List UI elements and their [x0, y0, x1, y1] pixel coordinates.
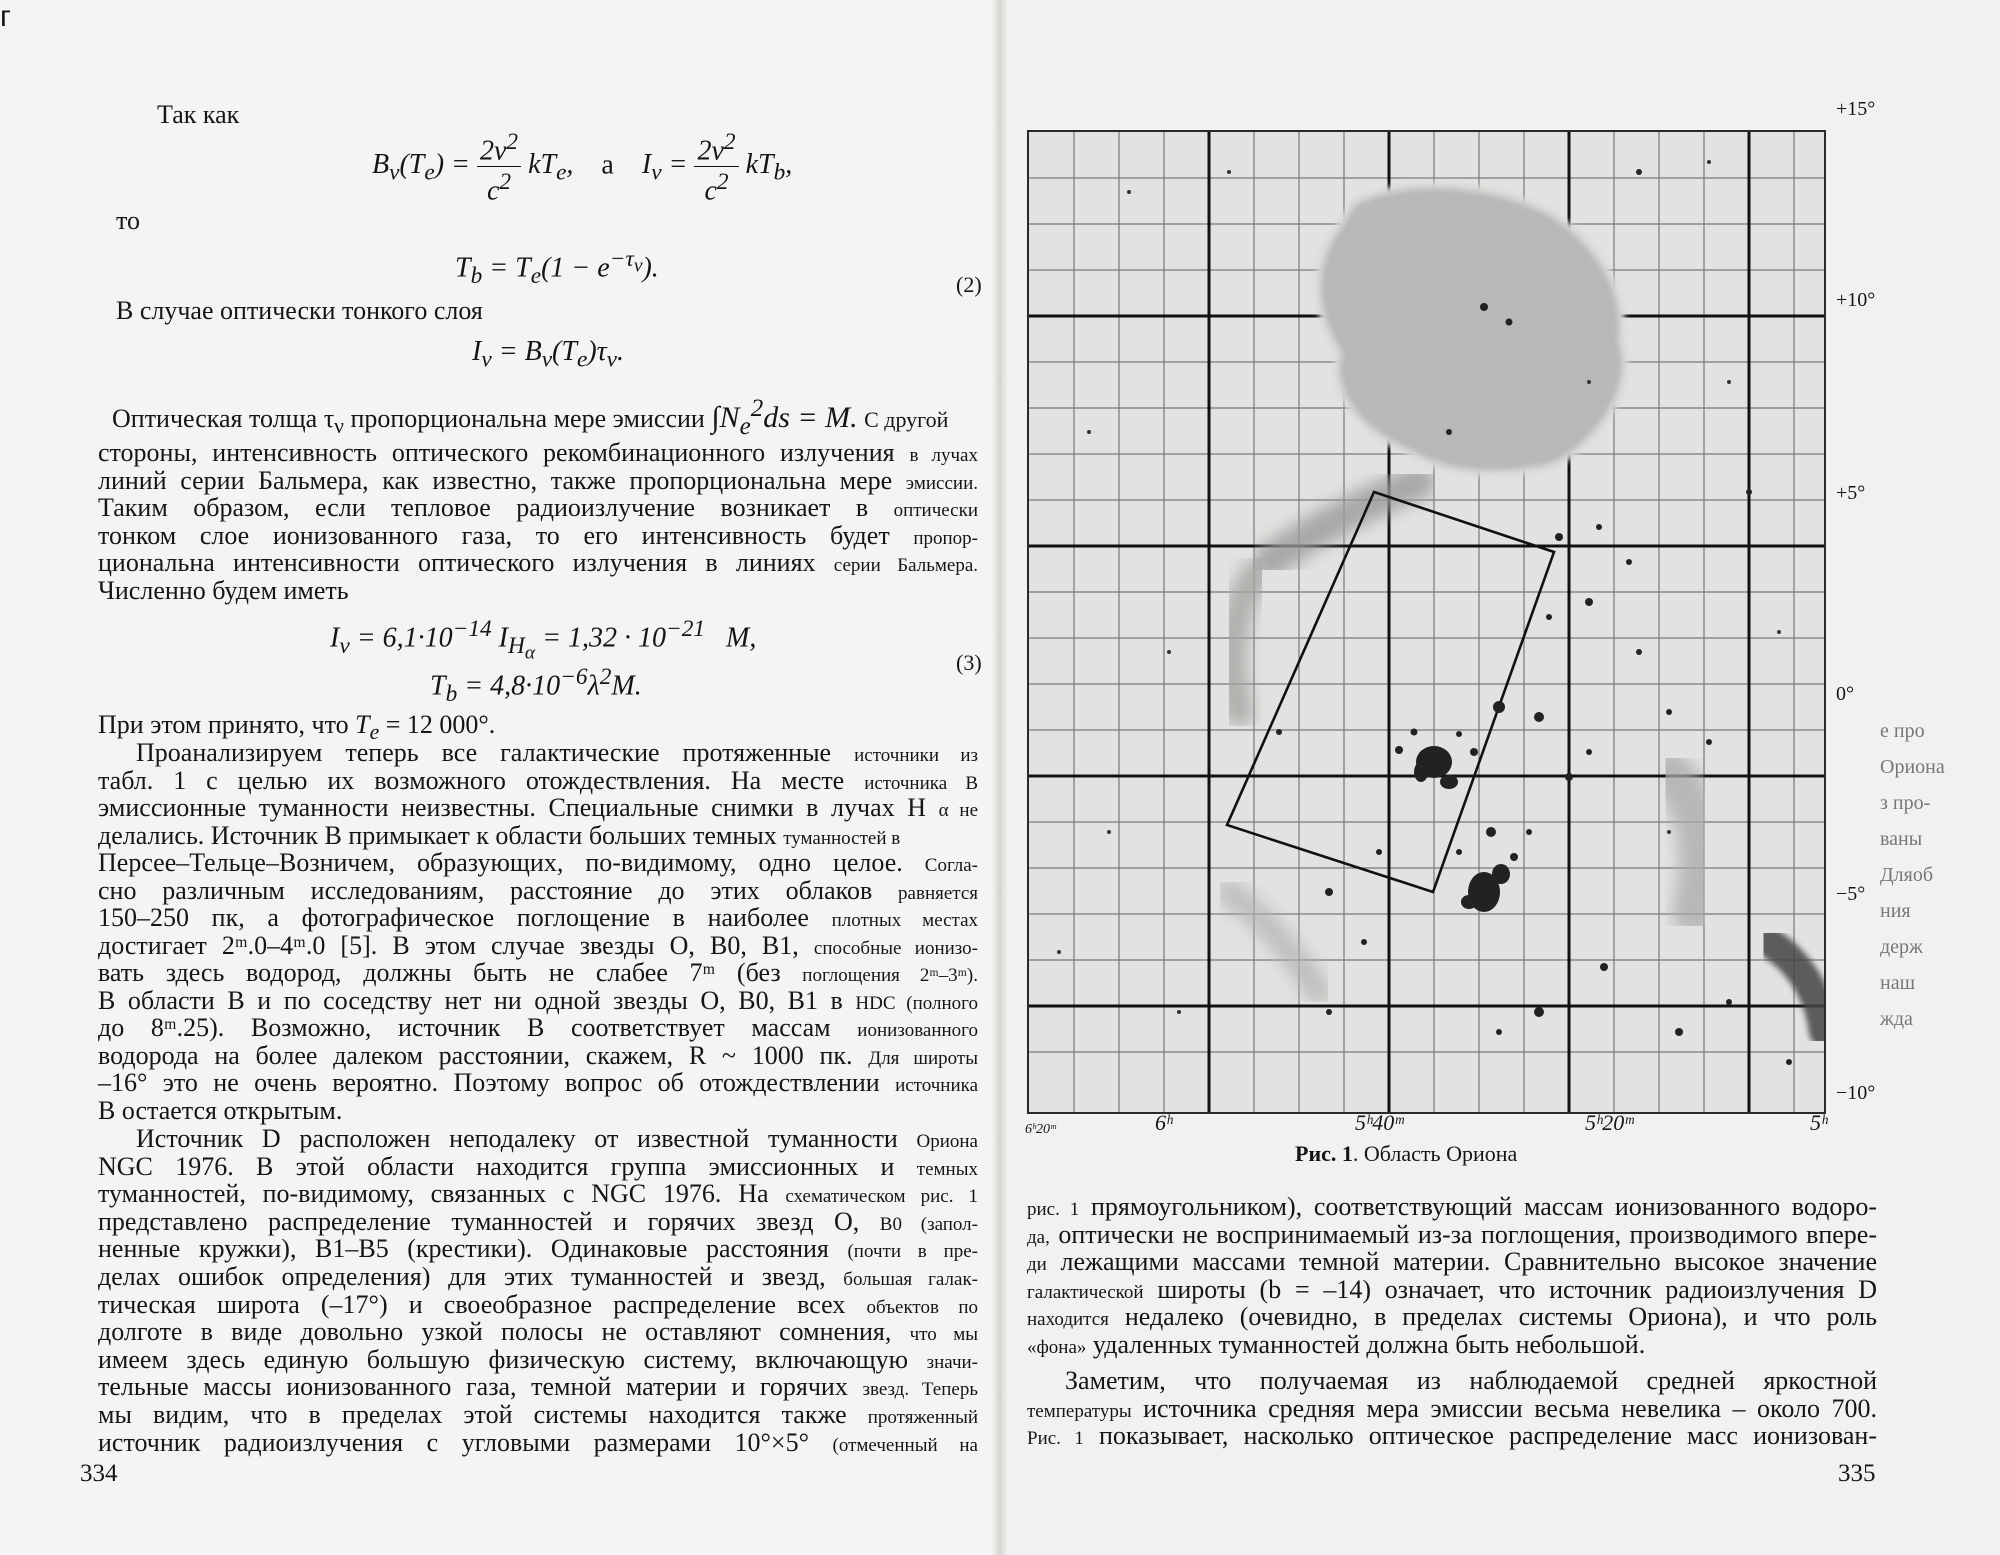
- right-text-line-1: рис. 1 прямоугольником), соответствующий массам ионизованного водоро-: [1027, 1192, 1878, 1221]
- thin-layer-text: В случае оптически тонкого слоя: [116, 296, 483, 325]
- source-d-line-12: источник радиоизлучения с угловыми размерами 10°×5° (отмеченный на: [98, 1427, 978, 1457]
- equation-2: $T_b = T_e(1 - e^{-\tau_\nu})$.: [455, 246, 659, 289]
- source-b-line-8: достигает 2ᵐ.0–4ᵐ.0 [5]. В этом случае звезды O, B0, B1, способные ионизо-: [98, 930, 979, 960]
- right-text-line-6: «фона» удаленных туманностей должна быть небольшой.: [1027, 1330, 1646, 1359]
- source-b-line-13: –16° это не очень вероятно. Поэтому вопрос об отождествлении источника: [98, 1068, 979, 1097]
- ra-label-1: 6ʰ20ᵐ: [1025, 1122, 1056, 1137]
- source-d-line-1: Источник D расположен неподалеку от известной туманности Ориона: [136, 1124, 978, 1153]
- equation-1-conjunction: а: [601, 149, 614, 181]
- source-b-line-10: В области B и по соседству нет ни одной звезды O, B0, B1 в HDC (полного: [98, 985, 979, 1015]
- latitude-label-3: +5°: [1836, 482, 1866, 504]
- right-text-line-b-1: Заметим, что получаемая из наблюдаемой средней яркостной: [1065, 1366, 1877, 1395]
- source-b-line-7: 150–250 пк, а фотографическое поглощение в наиболее плотных местах: [98, 903, 978, 932]
- source-b-line-4: делались. Источник B примыкает к области больших темных туманностей в: [98, 820, 901, 850]
- source-d-line-5: ненные кружки), B1–B5 (крестики). Одинаковые расстояния (почти в пре-: [98, 1234, 978, 1264]
- intro-text: Так как: [157, 100, 240, 129]
- left-text-line-4: тонком слое ионизованного газа, то его интенсивность будет пропор-: [98, 520, 979, 550]
- right-text-line-5: находится недалеко (очевидно, в пределах системы Ориона), и что роль: [1027, 1302, 1878, 1332]
- ra-label-4: 5ʰ20ᵐ: [1585, 1110, 1634, 1135]
- source-d-line-11: мы видим, что в пределах этой системы находится также протяженный: [98, 1400, 979, 1429]
- edge-scrap-7: держ: [1880, 936, 1923, 958]
- emission-measure-formula: $\int N_e^2ds = M$.: [711, 395, 858, 440]
- source-d-line-3: туманностей, по-видимому, связанных с NGC 1976. На схематическом рис. 1: [98, 1179, 978, 1209]
- equation-1: $B_\nu(T_e)$ = $\frac{2\nu^2}{c^2}$ $kT_e$, а $I_\nu$ = $\frac{2\nu^2}{c^2}$ $kT_b$,: [372, 129, 793, 207]
- ra-label-3: 5ʰ40ᵐ: [1355, 1110, 1404, 1135]
- orion-map: [1029, 132, 1824, 1112]
- assumed-line: При этом принято, что $T_e = 12$ 000°.: [98, 710, 496, 745]
- left-text-line-5: циональна интенсивности оптического излучения в линиях серии Бальмера.: [98, 548, 979, 577]
- ra-label-5: 5ʰ: [1810, 1110, 1828, 1135]
- source-b-line-3: эмиссионные туманности неизвестны. Специальные снимки в лучах H α не: [98, 793, 979, 822]
- book-gutter: [992, 0, 1008, 1555]
- source-d-line-7: тическая широта (–17°) и своеобразное распределение всех объектов по: [98, 1289, 979, 1319]
- source-b-line-9: вать здесь водород, должны быть не слабее 7ᵐ (без поглощения 2ᵐ–3ᵐ).: [98, 958, 978, 987]
- source-b-line-5: Персее–Тельце–Возничем, образующих, по-видимому, одно целое. Согла-: [98, 848, 979, 877]
- latitude-label-6: −10°: [1836, 1082, 1876, 1104]
- edge-scrap-6: ния: [1880, 900, 1911, 922]
- optical-depth-text-2: пропорциональна мере эмиссии: [343, 404, 712, 433]
- source-b-line-12: водорода на более далеком расстоянии, скажем, R ~ 1000 пк. Для широты: [98, 1040, 979, 1070]
- source-b-line-1: Проанализируем теперь все галактические протяженные источники из: [136, 738, 978, 767]
- orion-region-figure: [1027, 130, 1826, 1114]
- equation-2-number: (2): [956, 272, 982, 297]
- latitude-label-5: −5°: [1836, 883, 1866, 905]
- source-b-line-14: B остается открытым.: [98, 1095, 343, 1125]
- source-d-line-9: имеем здесь единую большую физическую систему, включающую значи-: [98, 1344, 979, 1374]
- right-text-line-2: да, оптически не воспринимаемый из-за поглощения, производимого впере-: [1027, 1219, 1877, 1249]
- edge-scrap-8: наш: [1880, 972, 1915, 994]
- equation-3a: $I_\nu = 6,1\cdot 10^{-14}$ $I_{H_\alpha} = 1,32 \cdot 10^{-21}$ M,: [330, 616, 757, 664]
- latitude-label-1: +15°: [1836, 98, 1876, 120]
- latitude-label-4: 0°: [1836, 683, 1854, 705]
- edge-scrap-2: Ориона: [1880, 756, 1945, 778]
- edge-scrap-9: жда: [1880, 1008, 1913, 1030]
- equation-3-number: (3): [956, 650, 982, 675]
- source-d-line-6: делах ошибок определения) для этих туманностей и звезд, большая галак-: [98, 1262, 978, 1291]
- right-text-line-b-2: температуры источника средняя мера эмиссии весьма невелика – около 700.: [1027, 1393, 1877, 1423]
- latitude-label-2: +10°: [1836, 289, 1876, 311]
- figure-caption: Рис. 1. Область Ориона: [1295, 1141, 1518, 1166]
- right-text-line-3: ди лежащими массами темной материи. Сравнительно высокое значение: [1027, 1247, 1878, 1277]
- left-text-line-3: Таким образом, если тепловое радиоизлучение возникает в оптически: [98, 493, 979, 522]
- ra-label-2: 6ʰ: [1155, 1110, 1173, 1135]
- numerically-text: Численно будем иметь: [98, 576, 349, 605]
- to-word: то: [116, 206, 141, 235]
- left-text-line-1: стороны, интенсивность оптического рекомбинационного излучения в лучах: [98, 438, 978, 467]
- corner-mark: г: [0, 0, 11, 33]
- right-text-line-4: галактической широты (b = –14) означает, что источник радиоизлучения D: [1027, 1274, 1878, 1304]
- source-d-line-4: представлено распределение туманностей и горячих звезд O, B0 (запол-: [98, 1206, 978, 1236]
- optical-depth-line: [112, 394, 948, 442]
- page-number-right: 335: [1838, 1460, 1876, 1487]
- left-text-line-2: линий серии Бальмера, как известно, также пропорциональна мере эмиссии.: [98, 465, 978, 495]
- equation-3b: $T_b = 4,8\cdot 10^{-6}\lambda^2M$.: [430, 664, 642, 707]
- edge-scrap-3: з про-: [1880, 792, 1931, 814]
- edge-scrap-5: Дляоб: [1880, 864, 1933, 886]
- optical-depth-sub: ν: [334, 414, 344, 439]
- edge-scrap-1: е про: [1880, 720, 1925, 742]
- source-d-line-2: NGC 1976. В этой области находится группа эмиссионных и темных: [98, 1151, 978, 1181]
- source-d-line-8: долготе в виде довольно узкой полосы не оставляют сомнения, что мы: [98, 1317, 978, 1347]
- source-d-line-10: тельные массы ионизованного газа, темной материи и горячих звезд. Теперь: [98, 1372, 979, 1402]
- equation-thin-layer: $I_\nu = B_\nu(T_e)\tau_\nu$.: [472, 336, 625, 373]
- page-number-left: 334: [80, 1460, 118, 1487]
- source-b-line-2: табл. 1 с целью их возможного отождествления. На месте источника B: [98, 765, 979, 795]
- source-b-line-11: до 8ᵐ.25). Возможно, источник B соответствует массам ионизованного: [98, 1013, 979, 1042]
- source-b-line-6: сно различным исследованиям, расстояние до этих облаков равняется: [98, 875, 978, 905]
- right-text-line-b-3: Рис. 1 показывает, насколько оптическое распределение масс ионизован-: [1027, 1421, 1877, 1451]
- edge-scrap-4: ваны: [1880, 828, 1923, 850]
- optical-depth-text-3: С другой: [864, 407, 949, 432]
- optical-depth-text-1: Оптическая толща τ: [112, 404, 335, 433]
